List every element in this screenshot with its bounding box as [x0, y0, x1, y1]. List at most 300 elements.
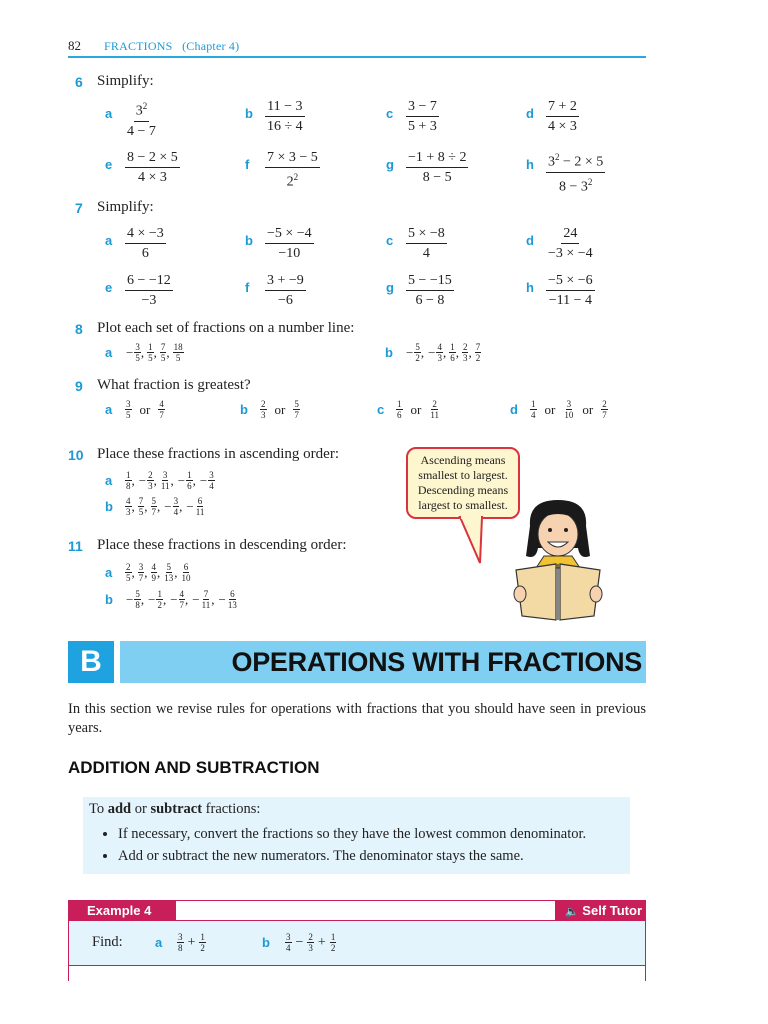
q7-fraction — [406, 225, 447, 262]
denominator: 3 — [462, 353, 468, 363]
minus-sign: − — [170, 591, 178, 607]
numerator: 3 — [162, 470, 168, 480]
fraction — [208, 470, 215, 491]
fraction — [177, 932, 184, 953]
numerator: 3 — [138, 562, 144, 572]
denominator: 2 — [200, 943, 205, 953]
denominator-text: 4 × 3 — [137, 170, 167, 185]
denominator — [125, 122, 158, 140]
question-9b-fractions — [260, 399, 300, 420]
rule-bullet: • Add or subtract the new numerators. The denominator stays the same. — [118, 847, 586, 865]
chapter-number: (Chapter 4) — [182, 39, 240, 53]
denominator-text: 4 − 7 — [127, 123, 156, 139]
q6-fraction — [265, 149, 320, 191]
denominator-text: 4 — [422, 246, 430, 261]
numerator: 1 — [200, 932, 205, 942]
question-11b-fractions — [125, 589, 238, 610]
q6-fraction — [125, 149, 180, 186]
numerator: 3 — [126, 399, 131, 409]
question-10-number: 10 — [68, 447, 84, 463]
denominator: 13 — [227, 600, 237, 610]
fraction — [260, 399, 267, 420]
example-b-label: b — [262, 935, 270, 950]
numerator: 3 — [209, 470, 214, 480]
question-8b-fractions — [405, 342, 481, 363]
question-6-number: 6 — [75, 74, 83, 90]
numerator-text: 5 − −15 — [408, 273, 452, 288]
numerator — [265, 225, 314, 244]
q6-part-label: c — [386, 106, 394, 121]
running-title — [104, 39, 239, 54]
operator: + — [317, 934, 326, 950]
page-number: 82 — [68, 38, 81, 53]
denominator — [547, 291, 594, 309]
minus-sign: − — [126, 591, 134, 607]
numerator: 2 — [432, 399, 437, 409]
minus-sign: − — [164, 498, 172, 514]
denominator: 4 — [286, 943, 291, 953]
denominator: 5 — [135, 353, 140, 363]
denominator — [406, 117, 439, 135]
denominator: 8 — [126, 481, 131, 491]
numerator: 2 — [126, 562, 131, 572]
comma-separator: , — [144, 564, 148, 580]
question-9a-label: a — [105, 402, 113, 417]
fraction — [307, 932, 314, 953]
comma-separator: , — [131, 564, 135, 580]
q6-fraction — [406, 98, 439, 135]
minus-sign: − — [186, 498, 194, 514]
comma-separator: , — [174, 564, 178, 580]
chapter-title: FRACTIONS — [104, 39, 173, 53]
denominator: 9 — [151, 573, 156, 583]
fraction — [201, 589, 215, 610]
denominator: 8 — [135, 600, 140, 610]
denominator-exponent: 2 — [587, 176, 593, 187]
denominator-text: 6 − 8 — [415, 293, 445, 308]
question-8a-label: a — [105, 345, 113, 360]
question-9c-fractions — [396, 399, 440, 420]
denominator — [276, 291, 295, 309]
denominator — [139, 291, 158, 309]
fraction — [563, 399, 574, 420]
denominator: 5 — [148, 353, 153, 363]
numerator: 1 — [148, 342, 153, 352]
comma-separator: , — [442, 344, 447, 360]
numerator-rest: − 2 × 5 — [559, 154, 604, 170]
q6-part-label: f — [245, 157, 250, 172]
question-11a-label: a — [105, 565, 113, 580]
denominator: 11 — [201, 600, 211, 610]
denominator — [413, 291, 446, 309]
fraction — [396, 399, 403, 420]
denominator — [557, 173, 594, 196]
q7-fraction — [265, 225, 314, 262]
denominator-text: 8 − 5 — [422, 170, 452, 185]
question-8b-label: b — [385, 345, 393, 360]
numerator: 1 — [187, 470, 192, 480]
q7-part-label: a — [105, 233, 113, 248]
comma-separator: , — [420, 344, 425, 360]
denominator — [421, 244, 432, 262]
denominator: 3 — [261, 410, 266, 420]
comma-separator: , — [140, 344, 145, 360]
denominator: 13 — [164, 573, 174, 583]
example-tag: Example 4 — [69, 901, 176, 920]
comma-separator: , — [162, 591, 167, 607]
denominator-text: 5 + 3 — [408, 119, 437, 134]
numerator — [406, 98, 439, 117]
question-8-text: Plot each set of fractions on a number line: — [97, 320, 355, 336]
denominator: 7 — [138, 573, 144, 583]
numerator: 6 — [230, 589, 235, 599]
numerator: 3 — [286, 932, 291, 942]
denominator: 5 — [160, 353, 166, 363]
fraction — [293, 399, 300, 420]
cartoon-girl-reading-illustration — [508, 498, 608, 624]
denominator-text: 16 ÷ 4 — [267, 119, 303, 134]
question-7-text: Simplify: — [97, 199, 154, 215]
q7-fraction — [406, 272, 454, 309]
denominator: 2 — [475, 353, 481, 363]
question-6-text: Simplify: — [97, 73, 154, 89]
q6-part-label: h — [526, 157, 534, 172]
denominator: 6 — [187, 481, 192, 491]
comma-separator: , — [166, 344, 170, 360]
denominator-exponent: 2 — [293, 172, 299, 182]
denominator-text: −10 — [278, 246, 301, 261]
minus-sign: − — [199, 472, 208, 488]
numerator: 4 — [437, 342, 442, 352]
question-10b-fractions — [125, 496, 205, 517]
numerator: 3 — [566, 399, 572, 409]
comma-separator: , — [192, 472, 196, 488]
bubble-line: Descending means — [417, 483, 509, 497]
q7-part-label: c — [386, 233, 394, 248]
denominator-text: −6 — [277, 293, 293, 308]
denominator: 2 — [330, 943, 336, 953]
numerator: 2 — [462, 342, 468, 352]
denominator-text: −3 × −4 — [548, 246, 593, 261]
numerator-text: 7 × 3 − 5 — [267, 150, 318, 165]
question-9-text: What fraction is greatest? — [97, 377, 251, 393]
numerator-text: 7 + 2 — [548, 99, 577, 114]
denominator: 7 — [179, 600, 185, 610]
comma-separator: , — [211, 591, 215, 607]
denominator: 7 — [294, 410, 299, 420]
numerator-text: 3 — [135, 103, 143, 119]
denominator-text: −3 — [141, 293, 157, 308]
numerator — [546, 149, 605, 173]
numerator-exponent: 2 — [555, 152, 560, 162]
numerator: 4 — [179, 589, 185, 599]
comma-separator: , — [131, 498, 135, 514]
numerator-text: −1 + 8 ÷ 2 — [408, 150, 467, 165]
q6-part-label: d — [526, 106, 534, 121]
numerator — [265, 98, 304, 117]
or-text: or — [274, 401, 286, 417]
section-letter: B — [68, 641, 114, 683]
minus-sign: − — [406, 344, 414, 360]
minus-sign: − — [177, 472, 186, 488]
question-8-number: 8 — [75, 321, 83, 337]
numerator: 4 — [126, 496, 131, 506]
denominator: 10 — [181, 573, 191, 583]
numerator — [406, 272, 454, 291]
comma-separator: , — [131, 472, 135, 488]
question-9a-fractions — [125, 399, 165, 420]
numerator-text: 11 − 3 — [267, 99, 303, 114]
numerator: 6 — [197, 496, 203, 506]
subheading: ADDITION AND SUBTRACTION — [68, 758, 320, 777]
q7-part-label: d — [526, 233, 534, 248]
numerator — [546, 98, 579, 117]
denominator: 3 — [148, 481, 153, 491]
denominator-text: −11 − 4 — [548, 293, 592, 308]
numerator-text: 6 − −12 — [127, 273, 171, 288]
denominator: 10 — [564, 410, 574, 420]
numerator: 2 — [602, 399, 607, 409]
q7-part-label: e — [105, 280, 113, 295]
q7-fraction — [125, 225, 166, 262]
minus-sign: − — [126, 344, 134, 360]
numerator — [546, 272, 595, 291]
minus-sign: − — [138, 472, 147, 488]
q7-fraction — [125, 272, 173, 309]
fraction — [195, 496, 206, 517]
fraction — [227, 589, 238, 610]
example-find: Find: — [92, 934, 123, 950]
q7-part-label: h — [526, 280, 534, 295]
denominator: 8 — [178, 943, 183, 953]
q6-part-label: b — [245, 106, 253, 121]
denominator: 7 — [602, 410, 607, 420]
question-11a-fractions — [125, 562, 192, 583]
numerator: 7 — [203, 589, 209, 599]
denominator: 4 — [531, 410, 536, 420]
fraction — [285, 932, 292, 953]
self-tutor-label: Self Tutor — [582, 903, 642, 918]
numerator-text: 4 × −3 — [127, 226, 164, 241]
question-10b-label: b — [105, 499, 113, 514]
question-9-number: 9 — [75, 378, 83, 394]
question-10a-fractions — [125, 470, 215, 491]
denominator: 5 — [126, 410, 131, 420]
question-10a-label: a — [105, 473, 113, 488]
denominator: 4 — [209, 481, 214, 491]
numerator: 3 — [135, 342, 140, 352]
numerator-text: 3 + −9 — [267, 273, 304, 288]
denominator — [285, 168, 301, 191]
denominator — [136, 168, 169, 186]
rule-add: add — [107, 801, 132, 817]
denominator-text: 2 — [286, 174, 294, 190]
fraction — [475, 342, 482, 363]
denominator: 3 — [437, 353, 442, 363]
numerator: 1 — [531, 399, 536, 409]
question-10-text: Place these fractions in ascending order: — [97, 446, 339, 462]
question-11-text: Place these fractions in descending order: — [97, 537, 347, 553]
numerator: 18 — [173, 342, 183, 352]
rule-intro-text: To — [89, 801, 108, 817]
denominator — [421, 168, 454, 186]
numerator: 4 — [159, 399, 164, 409]
q7-fraction — [265, 272, 306, 309]
numerator — [406, 149, 468, 168]
numerator: 5 — [294, 399, 299, 409]
numerator — [125, 149, 180, 168]
denominator: 5 — [175, 353, 181, 363]
question-9d-label: d — [510, 402, 518, 417]
numerator: 3 — [178, 932, 183, 942]
example-header — [69, 901, 645, 921]
numerator: 5 — [135, 589, 140, 599]
numerator-text: 24 — [563, 226, 578, 241]
denominator: 7 — [151, 507, 156, 517]
numerator: 1 — [157, 589, 162, 599]
self-tutor-button[interactable] — [555, 901, 645, 920]
numerator: 6 — [183, 562, 189, 572]
example-b-expression — [285, 932, 336, 953]
numerator-exponent: 2 — [142, 101, 148, 111]
numerator: 7 — [160, 342, 166, 352]
fraction — [173, 342, 184, 363]
denominator: 6 — [450, 353, 455, 363]
minus-sign: − — [218, 591, 226, 607]
numerator-text: 3 − 7 — [408, 99, 437, 114]
fraction — [125, 399, 132, 420]
comma-separator: , — [157, 564, 161, 580]
numerator-text: −5 × −4 — [267, 226, 312, 241]
denominator — [276, 244, 302, 262]
comma-separator: , — [455, 344, 459, 360]
comma-separator: , — [170, 472, 174, 488]
q6-fraction — [265, 98, 305, 135]
denominator — [265, 117, 305, 135]
fraction — [330, 932, 337, 953]
q7-part-label: b — [245, 233, 253, 248]
example-a-expression — [177, 932, 206, 953]
q6-fraction — [546, 98, 579, 135]
q7-fraction — [546, 225, 595, 262]
speaker-icon: 🔈 — [564, 906, 579, 918]
rule-list — [83, 825, 586, 869]
fraction — [163, 562, 174, 583]
numerator: 3 — [173, 496, 179, 506]
numerator — [406, 225, 447, 244]
numerator: 1 — [397, 399, 402, 409]
denominator: 7 — [159, 410, 164, 420]
denominator: 3 — [126, 507, 131, 517]
section-title: OPERATIONS WITH FRACTIONS — [231, 647, 642, 677]
numerator: 7 — [138, 496, 144, 506]
question-9b-label: b — [240, 402, 248, 417]
denominator: 5 — [126, 573, 131, 583]
numerator: 2 — [261, 399, 266, 409]
or-text: or — [544, 401, 556, 417]
denominator-text: 8 − 3 — [558, 179, 588, 195]
rule-box — [83, 797, 630, 874]
fraction — [199, 932, 206, 953]
denominator — [140, 244, 151, 262]
numerator: 2 — [308, 932, 313, 942]
denominator: 11 — [430, 410, 440, 420]
numerator: 5 — [166, 562, 171, 572]
fraction — [530, 399, 537, 420]
fraction — [429, 399, 440, 420]
q6-fraction — [546, 149, 605, 195]
comma-separator: , — [157, 498, 161, 514]
comma-separator: , — [179, 498, 183, 514]
rule-subtract: subtract — [150, 801, 203, 817]
numerator: 5 — [151, 496, 156, 506]
comma-separator: , — [468, 344, 472, 360]
denominator-text: 4 × 3 — [548, 119, 577, 134]
numerator: 7 — [475, 342, 481, 352]
q7-fraction — [546, 272, 595, 309]
comma-separator: , — [153, 472, 157, 488]
rule-intro-end: fractions: — [202, 801, 261, 817]
operator: − — [295, 934, 304, 950]
numerator-text: −5 × −6 — [548, 273, 593, 288]
bubble-line: Ascending means — [420, 453, 506, 467]
example-a-label: a — [155, 935, 163, 950]
numerator — [125, 272, 173, 291]
q6-part-label: e — [105, 157, 113, 172]
fraction — [160, 470, 171, 491]
rule-or: or — [131, 801, 151, 817]
denominator: 6 — [397, 410, 402, 420]
numerator — [265, 272, 306, 291]
question-11-number: 11 — [68, 538, 83, 554]
question-8a-fractions — [125, 342, 184, 363]
question-9c-label: c — [377, 402, 385, 417]
denominator — [546, 244, 595, 262]
q7-part-label: g — [386, 280, 394, 295]
denominator: 11 — [160, 481, 170, 491]
numerator: 4 — [151, 562, 156, 572]
minus-sign: − — [148, 591, 156, 607]
or-text: or — [582, 401, 594, 417]
numerator — [561, 225, 579, 244]
fraction — [158, 399, 165, 420]
q6-part-label: a — [105, 106, 113, 121]
numerator — [125, 225, 166, 244]
denominator-text: 6 — [141, 246, 149, 261]
numerator — [134, 98, 150, 122]
speech-bubble — [406, 447, 520, 519]
denominator: 2 — [415, 353, 420, 363]
bubble-line: largest to smallest. — [418, 498, 508, 512]
question-7-number: 7 — [75, 200, 83, 216]
denominator — [546, 117, 579, 135]
fraction — [601, 399, 608, 420]
q6-part-label: g — [386, 157, 394, 172]
bubble-line: smallest to largest. — [418, 468, 508, 482]
numerator: 1 — [450, 342, 455, 352]
denominator: 2 — [157, 600, 162, 610]
page-header — [68, 38, 646, 58]
denominator: 11 — [195, 507, 205, 517]
q6-fraction — [125, 98, 158, 140]
minus-sign: − — [428, 344, 436, 360]
numerator-text: 8 − 2 × 5 — [127, 150, 178, 165]
or-text: or — [410, 401, 422, 417]
fraction — [181, 562, 192, 583]
comma-separator: , — [140, 591, 145, 607]
speech-bubble-tail — [440, 515, 490, 570]
comma-separator: , — [144, 498, 148, 514]
